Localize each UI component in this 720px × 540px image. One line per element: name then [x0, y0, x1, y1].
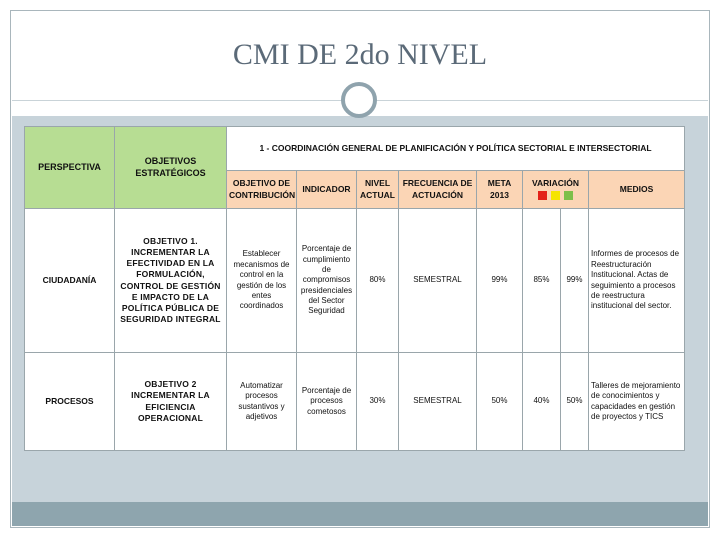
medios-cell: Talleres de mejoramiento de conocimientos y capacidades en gestión de proyectos y TICS — [589, 353, 685, 451]
medios-cell: Informes de procesos de Reestructuración Institucional. Actas de seguimiento a procesos de reestructura institucional del sector. — [589, 209, 685, 353]
objetivo-contribucion-cell: Establecer mecanismos de control en la gestión de los entes coordinados — [227, 209, 297, 353]
header-objetivos: OBJETIVOS ESTRATÉGICOS — [115, 127, 227, 209]
variacion-legend — [525, 190, 586, 201]
perspectiva-cell: CIUDADANÍA — [25, 209, 115, 353]
footer-bar — [12, 502, 708, 526]
subheader-variacion — [523, 171, 589, 209]
meta-cell: 50% — [477, 353, 523, 451]
decorative-circle-icon — [341, 82, 377, 118]
variacion-max-cell: 99% — [561, 209, 589, 353]
objetivo-estrategico-cell: OBJETIVO 2 INCREMENTAR LA EFICIENCIA OPERACIONAL — [115, 353, 227, 451]
yellow-status-icon — [551, 191, 560, 200]
cmi-table — [24, 126, 685, 451]
nivel-cell: 30% — [357, 353, 399, 451]
subheader-frecuencia: FRECUENCIA DE ACTUACIÓN — [399, 171, 477, 209]
cmi-table-wrapper — [24, 126, 684, 450]
table-row — [25, 209, 685, 353]
perspectiva-cell: PROCESOS — [25, 353, 115, 451]
subheader-medios: MEDIOS — [589, 171, 685, 209]
variacion-min-cell: 85% — [523, 209, 561, 353]
green-status-icon — [564, 191, 573, 200]
subheader-objetivo: OBJETIVO DE CONTRIBUCIÓN — [227, 171, 297, 209]
header-perspectiva: PERSPECTIVA — [25, 127, 115, 209]
variacion-label: VARIACIÓN — [531, 178, 580, 189]
subheader-meta: META 2013 — [477, 171, 523, 209]
header-coordinacion: 1 - COORDINACIÓN GENERAL DE PLANIFICACIÓN Y POLÍTICA SECTORIAL E INTERSECTORIAL — [227, 127, 685, 171]
variacion-min-cell: 40% — [523, 353, 561, 451]
frecuencia-cell: SEMESTRAL — [399, 353, 477, 451]
variacion-max-cell: 50% — [561, 353, 589, 451]
subheader-indicador: INDICADOR — [297, 171, 357, 209]
subheader-nivel: NIVEL ACTUAL — [357, 171, 399, 209]
red-status-icon — [538, 191, 547, 200]
table-row — [25, 353, 685, 451]
slide-title: CMI DE 2do NIVEL — [232, 38, 488, 71]
meta-cell: 99% — [477, 209, 523, 353]
objetivo-estrategico-cell: OBJETIVO 1. INCREMENTAR LA EFECTIVIDAD EN LA FORMULACIÓN, CONTROL DE GESTIÓN E IMPACTO DE LA POLÍTICA PÚBLICA DE SEGURIDAD INTEGRAL — [115, 209, 227, 353]
indicador-cell: Porcentaje de cumplimiento de compromisos presidenciales del Sector Seguridad — [297, 209, 357, 353]
objetivo-contribucion-cell: Automatizar procesos sustantivos y adjetivos — [227, 353, 297, 451]
indicador-cell: Porcentaje de procesos cometosos — [297, 353, 357, 451]
nivel-cell: 80% — [357, 209, 399, 353]
frecuencia-cell: SEMESTRAL — [399, 209, 477, 353]
